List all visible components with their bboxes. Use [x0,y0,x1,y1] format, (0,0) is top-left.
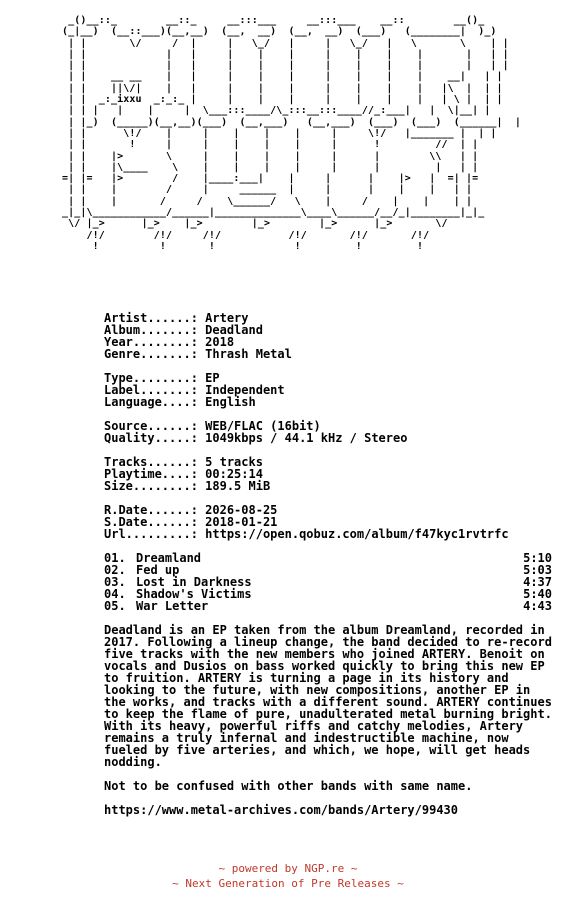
tracklist [104,552,552,612]
tracks-value: 5 tracks [205,455,263,469]
footer-powered-by: ~ powered by NGP.re ~ [218,862,358,875]
track-row [104,600,552,612]
metal-archives-link[interactable]: https://www.metal-archives.com/bands/Artery/99430 [104,803,459,817]
artist-label: Artist......: [104,311,198,325]
artist-value: Artery [205,311,249,325]
release-info [104,312,556,816]
tracks-label: Tracks......: [104,455,198,469]
rdate-label: R.Date......: [104,503,198,517]
track-duration: 5:03 [523,563,552,577]
track-duration: 4:37 [523,575,552,589]
disambiguation-note: Not to be confused with other bands with same name. [104,779,473,793]
sdate-label: S.Date......: [104,515,198,529]
track-number: 01. [104,551,126,565]
rdate-value: 2026-08-25 [205,503,278,517]
footer [0,861,576,891]
language-row [104,396,556,408]
label-value: Independent [205,383,285,397]
track-title: Dreamland [136,551,202,565]
track-duration: 5:10 [523,551,552,565]
album-label: Album.......: [104,323,198,337]
qobuz-url[interactable]: https://open.qobuz.com/album/f47kyc1rvtrfc [205,527,509,541]
track-number: 04. [104,587,126,601]
label-label: Label.......: [104,383,198,397]
genre-value: Thrash Metal [205,347,292,361]
type-label: Type........: [104,371,198,385]
ascii-art-logo: _()__::_ __::_ __:::___ __:::___ __:: __()_ (_|__) (__::___)(__,__) (__, __) (__, __) (___) (________| )_) | | \/ / | | \_/ | | \_/ | \ \ | | | | | | | | | | | | | | | | | | | | | | | | | | | | | | | | __ __ | | | | | | | | | __| | | | | ||\/| | | | | | | | | | |\ | | | | | _:_ixxu _:_:_ | | | | | | | | | \ | | | | | | | | | \___:::____/\_:::__:::____//_:___| | \|__| | | |_) (_____)(__,__)(___) (__,___) (__,___) (___) (___) (______| | | | \!/ | | | | | | \!/ |_______ | | | | | ! | | | | | | ! // | | | | |> \ | | | | | | \\ | | | | |\____ \ | | | | | | | | | =| |= |> / |____:___| | | | |> | =| |= | | | / | ______ | | | | | | | | | | / / \______/ \ | / | | | | _|_|\____________/______|______________\____\______/__/_|________|_|_ \/ |_> |_> |_> |_> |_> |_> \/ /!/ /!/ /!/ /!/ /!/ /!/ ! ! ! ! ! ! [62,15,522,252]
footer-tagline: ~ Next Generation of Pre Releases ~ [172,877,404,890]
language-value: English [205,395,256,409]
quality-label: Quality.....: [104,431,198,445]
track-number: 02. [104,563,126,577]
url-label: Url.........: [104,527,198,541]
quality-value: 1049kbps / 44.1 kHz / Stereo [205,431,408,445]
track-title: Fed up [136,563,180,577]
track-title: Shadow's Victims [136,587,252,601]
quality-row [104,432,556,444]
track-duration: 4:43 [523,599,552,613]
genre-row [104,348,556,360]
playtime-label: Playtime....: [104,467,198,481]
track-number: 03. [104,575,126,589]
track-title: War Letter [136,599,209,613]
track-title: Lost in Darkness [136,575,252,589]
size-label: Size........: [104,479,198,493]
source-value: WEB/FLAC (16bit) [205,419,321,433]
type-value: EP [205,371,220,385]
sdate-value: 2018-01-21 [205,515,278,529]
genre-label: Genre.......: [104,347,198,361]
year-value: 2018 [205,335,235,349]
playtime-value: 00:25:14 [205,467,263,481]
size-value: 189.5 MiB [205,479,271,493]
source-label: Source......: [104,419,198,433]
album-value: Deadland [205,323,263,337]
track-duration: 5:40 [523,587,552,601]
size-row [104,480,556,492]
year-label: Year........: [104,335,198,349]
track-number: 05. [104,599,126,613]
language-label: Language....: [104,395,198,409]
url-row [104,528,556,540]
album-description: Deadland is an EP taken from the album Dreamland, recorded in 2017. Following a lineup change, the band decided to re-record five tracks with the new members who joined ARTERY. Benoit on vocals and Dusios on bass worked quickly to bring this new EP to fruition. ARTERY is turning a page in its history and looking to the future, with new compositions, another EP in the works, and tracks with a different sound. ARTERY continues to keep the flame of pure, unadulterated metal burning bright. With its heavy, powerful riffs and catchy melodies, Artery remains a truly infernal and indestructible machine, now fueled by five arteries, and which, we hope, will get heads nodding. [104,623,552,769]
